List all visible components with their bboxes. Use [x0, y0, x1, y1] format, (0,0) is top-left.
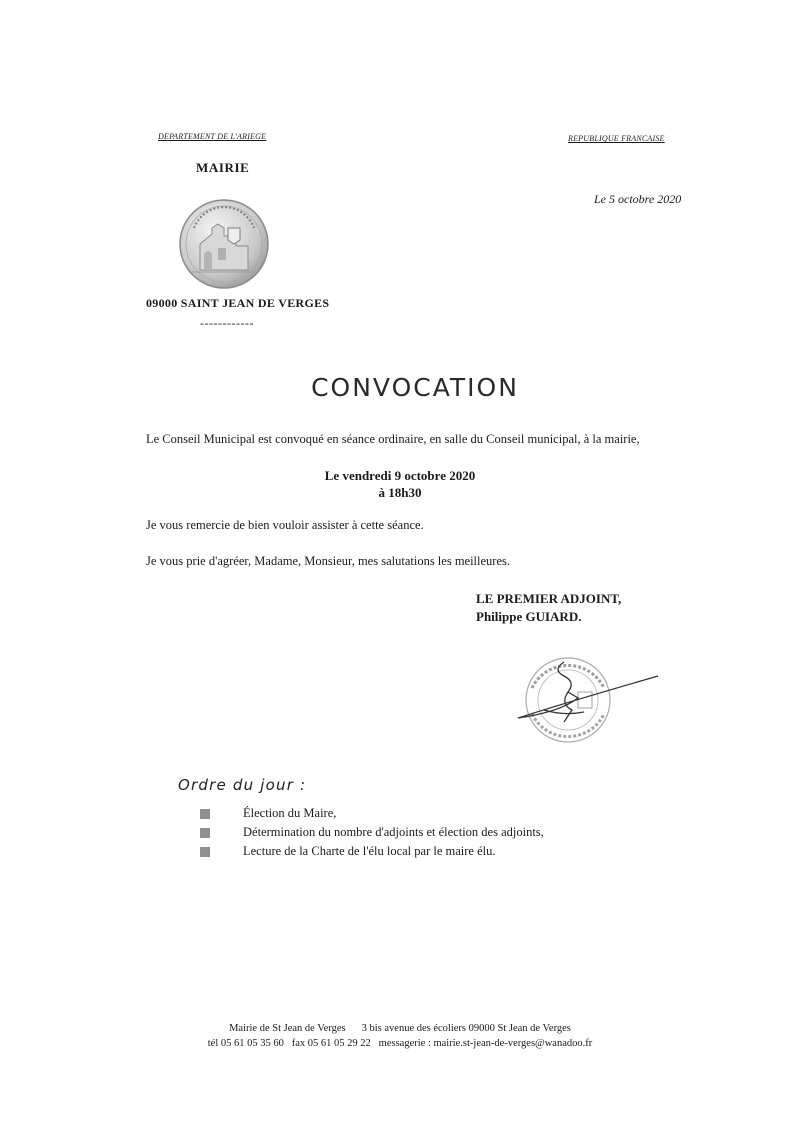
signatory-title: LE PREMIER ADJOINT,: [476, 591, 622, 606]
agenda-item-text: Détermination du nombre d'adjoints et élection des adjoints,: [243, 825, 544, 839]
agenda-item-text: Élection du Maire,: [243, 806, 337, 820]
town-seal-icon: [178, 198, 270, 290]
square-bullet-icon: [200, 809, 210, 819]
square-bullet-icon: [200, 847, 210, 857]
agenda-item: [200, 842, 760, 861]
letter-date: Le 5 octobre 2020: [594, 192, 682, 206]
agenda-item: [200, 823, 760, 842]
intro-paragraph: Le Conseil Municipal est convoqué en séance ordinaire, en salle du Conseil municipal, à la mairie,: [146, 432, 640, 446]
signatory-name: Philippe GUIARD.: [476, 609, 582, 624]
agenda-list: [200, 804, 760, 861]
agenda-item-text: Lecture de la Charte de l'élu local par le maire élu.: [243, 844, 496, 858]
agenda-item: [200, 804, 760, 823]
footer-phone: tél 05 61 05 35 60: [207, 1038, 284, 1049]
meeting-time: à 18h30: [378, 485, 422, 500]
footer-address-line: [0, 1023, 800, 1034]
separator-line: ------------: [200, 316, 254, 330]
town-address: 09000 SAINT JEAN DE VERGES: [146, 296, 330, 310]
politeness-paragraph: Je vous prie d'agréer, Madame, Monsieur, mes salutations les meilleures.: [146, 554, 511, 568]
republic-label: REPUBLIQUE FRANCAISE: [568, 134, 665, 143]
meeting-date: Le vendredi 9 octobre 2020: [324, 468, 476, 483]
thanks-paragraph: Je vous remercie de bien vouloir assister à cette séance.: [146, 518, 424, 532]
signature-stamp-icon: [508, 652, 668, 748]
footer-address: 3 bis avenue des écoliers 09000 St Jean de Verges: [361, 1023, 571, 1034]
footer-fax: fax 05 61 05 29 22: [291, 1038, 371, 1049]
department-label: DEPARTEMENT DE L'ARIEGE: [158, 132, 267, 141]
agenda-title: Ordre du jour :: [178, 776, 307, 794]
footer-contact-line: [0, 1038, 800, 1049]
square-bullet-icon: [200, 828, 210, 838]
footer-name: Mairie de St Jean de Verges: [229, 1023, 346, 1034]
document-title: CONVOCATION: [311, 373, 519, 402]
footer-email: messagerie : mairie.st-jean-de-verges@wanadoo.fr: [378, 1038, 593, 1049]
mairie-heading: MAIRIE: [196, 160, 250, 175]
